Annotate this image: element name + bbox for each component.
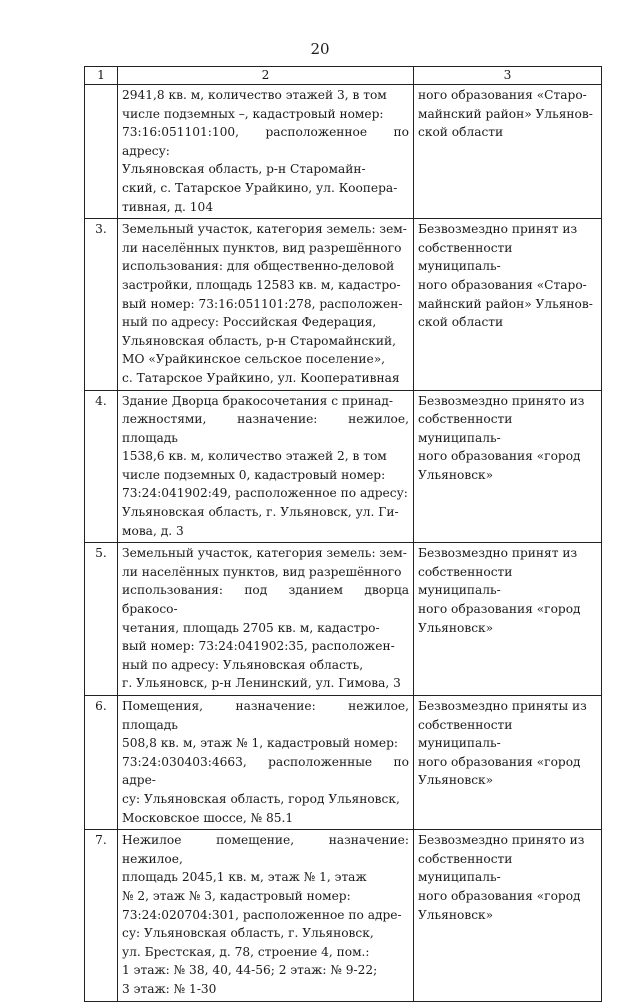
basis-line: ской области [418, 125, 504, 140]
basis-line: ного образования «город [418, 449, 581, 464]
header-col-2: 2 [118, 67, 414, 85]
description-line: 508,8 кв. м, этаж № 1, кадастровый номер: [122, 736, 399, 751]
description-line: тивная, д. 104 [122, 199, 214, 214]
basis-line: Безвозмездно принято из [418, 833, 585, 848]
transfer-basis [414, 543, 602, 696]
basis-line: ного образования «город [418, 602, 581, 617]
description-line: 1 этаж: № 38, 40, 44-56; 2 этаж: № 9-22; [122, 963, 378, 978]
basis-line: Ульяновск» [418, 907, 494, 922]
transfer-basis [414, 85, 602, 219]
basis-line: Безвозмездно приняты из [418, 699, 587, 713]
basis-line: собственности муниципаль- [418, 412, 513, 445]
basis-line: ного образования «город [418, 754, 581, 769]
table-row [85, 390, 602, 543]
property-description [118, 219, 414, 390]
basis-line: Ульяновск» [418, 620, 494, 635]
basis-line: Ульяновск» [418, 467, 494, 482]
basis-line: Безвозмездно принят из [418, 546, 578, 561]
transfer-basis [414, 696, 602, 830]
basis-line: собственности муниципаль- [418, 717, 513, 751]
description-line: четания, площадь 2705 кв. м, кадастро- [122, 620, 380, 635]
table-row [85, 830, 602, 1001]
description-line: Московское шоссе, № 85.1 [122, 810, 294, 825]
property-description [118, 696, 414, 830]
row-number-text: 4. [95, 393, 107, 408]
basis-line: Ульяновск» [418, 773, 494, 788]
header-col-3: 3 [414, 67, 602, 85]
description-line: использования: для общественно-деловой [122, 259, 395, 274]
property-description [118, 85, 414, 219]
description-line: лежностями, назначение: нежилое, площадь [122, 412, 409, 445]
row-number-text: 6. [95, 699, 107, 713]
row-number [85, 830, 118, 1001]
description-line: Земельный участок, категория земель: зем- [122, 546, 407, 561]
description-line: Земельный участок, категория земель: зем- [122, 222, 407, 237]
row-number [85, 85, 118, 219]
description-line: ли населённых пунктов, вид разрешённого [122, 564, 402, 579]
property-table [84, 66, 602, 1002]
row-number-text: 7. [95, 833, 107, 848]
description-line: № 2, этаж № 3, кадастровый номер: [122, 888, 351, 903]
table-header-row [85, 67, 602, 85]
transfer-basis [414, 830, 602, 1001]
basis-line: Безвозмездно принято из [418, 393, 585, 408]
description-line: с. Татарское Урайкино, ул. Кооперативная [122, 370, 400, 385]
description-line: Ульяновская область, р-н Старомайн- [122, 162, 366, 177]
description-line: ский, с. Татарское Урайкино, ул. Коопера- [122, 180, 398, 195]
table-row [85, 543, 602, 696]
page-number: 20 [310, 40, 330, 58]
description-line: су: Ульяновская область, город Ульяновск, [122, 791, 400, 806]
description-line: 73:24:020704:301, расположенное по адре- [122, 907, 402, 922]
property-description [118, 390, 414, 543]
basis-line: ного образования «Старо- [418, 277, 587, 292]
transfer-basis [414, 390, 602, 543]
description-line: 1538,6 кв. м, количество этажей 2, в том [122, 449, 387, 464]
property-description [118, 830, 414, 1001]
description-line: 3 этаж: № 1-30 [122, 981, 217, 996]
description-line: ул. Брестская, д. 78, строение 4, пом.: [122, 944, 370, 959]
basis-line: Безвозмездно принят из [418, 222, 578, 237]
description-line: 73:24:030403:4663, расположенные по адре- [122, 754, 409, 788]
description-line: вый номер: 73:16:051101:278, расположен- [122, 296, 403, 311]
basis-line: собственности муниципаль- [418, 240, 513, 274]
description-line: мова, д. 3 [122, 523, 184, 538]
description-line: Помещения, назначение: нежилое, площадь [122, 699, 409, 732]
description-line: 2941,8 кв. м, количество этажей 3, в том [122, 88, 387, 102]
description-line: 73:16:051101:100, расположенное по адресу: [122, 125, 409, 158]
description-line: Здание Дворца бракосочетания с принад- [122, 393, 393, 408]
description-line: использования: под зданием дворца бракосо- [122, 583, 409, 617]
description-line: 73:24:041902:49, расположенное по адресу: [122, 486, 408, 501]
basis-line: собственности муниципаль- [418, 851, 513, 885]
basis-line: ного образования «Старо- [418, 88, 587, 102]
description-line: Нежилое помещение, назначение: нежилое, [122, 833, 409, 866]
basis-line: собственности муниципаль- [418, 564, 513, 598]
row-number-text: 5. [95, 546, 107, 561]
property-description [118, 543, 414, 696]
table-row [85, 85, 602, 219]
description-line: Ульяновская область, г. Ульяновск, ул. Ги- [122, 505, 399, 520]
header-col-1: 1 [85, 67, 118, 85]
row-number [85, 696, 118, 830]
row-number-text: 3. [95, 222, 107, 237]
description-line: числе подземных 0, кадастровый номер: [122, 467, 386, 482]
row-number [85, 219, 118, 390]
row-number [85, 543, 118, 696]
table-row [85, 219, 602, 390]
description-line: МО «Урайкинское сельское поселение», [122, 352, 386, 367]
description-line: г. Ульяновск, р-н Ленинский, ул. Гимова, 3 [122, 676, 401, 691]
basis-line: ской области [418, 315, 504, 330]
table-row [85, 696, 602, 830]
description-line: ный по адресу: Ульяновская область, [122, 657, 364, 672]
transfer-basis [414, 219, 602, 390]
basis-line: ного образования «город [418, 888, 581, 903]
description-line: числе подземных –, кадастровый номер: [122, 106, 384, 121]
description-line: Ульяновская область, р-н Старомайнский, [122, 333, 397, 348]
description-line: площадь 2045,1 кв. м, этаж № 1, этаж [122, 870, 367, 885]
basis-line: майнский район» Ульянов- [418, 106, 593, 121]
description-line: вый номер: 73:24:041902:35, расположен- [122, 639, 395, 654]
row-number [85, 390, 118, 543]
description-line: ный по адресу: Российская Федерация, [122, 315, 377, 330]
description-line: ли населённых пунктов, вид разрешённого [122, 240, 402, 255]
description-line: застройки, площадь 12583 кв. м, кадастро- [122, 277, 401, 292]
description-line: су: Ульяновская область, г. Ульяновск, [122, 926, 374, 941]
basis-line: майнский район» Ульянов- [418, 296, 593, 311]
